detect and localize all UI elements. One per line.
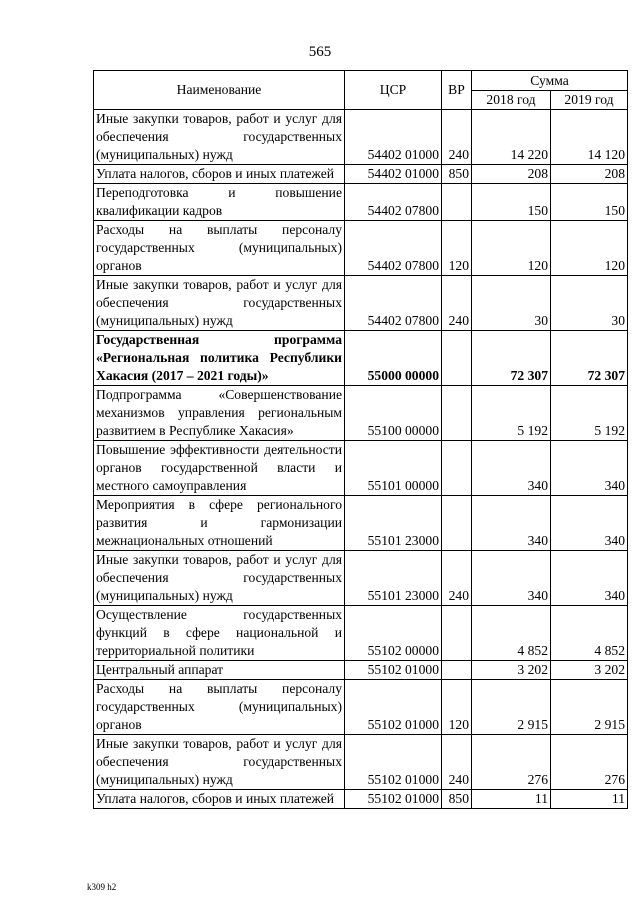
cell-name: Государственная программа «Региональная политика Республики Хакасия (2017 – 2021 годы)» [94,331,345,386]
cell-2019: 14 120 [551,110,628,165]
cell-vr: 850 [442,790,472,809]
cell-name: Повышение эффективности деятельности органов государственной власти и местного самоуправления [94,441,345,496]
table-row [94,110,628,165]
header-csr: ЦСР [345,71,442,110]
cell-csr: 55102 00000 [345,606,442,661]
header-2018: 2018 год [472,91,551,110]
cell-name: Иные закупки товаров, работ и услуг для обеспечения государственных (муниципальных) нужд [94,735,345,790]
table-row [94,184,628,221]
cell-2019: 150 [551,184,628,221]
cell-vr [442,606,472,661]
cell-2019: 2 915 [551,680,628,735]
table-row [94,496,628,551]
cell-csr: 55000 00000 [345,331,442,386]
budget-table [93,70,628,809]
table-row [94,221,628,276]
cell-2018: 5 192 [472,386,551,441]
cell-vr [442,441,472,496]
cell-csr: 55102 01000 [345,680,442,735]
footer-code: k309 h2 [87,882,117,892]
table-row [94,331,628,386]
cell-2018: 340 [472,441,551,496]
table-row [94,735,628,790]
cell-vr: 240 [442,276,472,331]
table-row [94,606,628,661]
table-row [94,680,628,735]
cell-2018: 30 [472,276,551,331]
cell-2018: 150 [472,184,551,221]
cell-vr [442,386,472,441]
cell-csr: 54402 07800 [345,184,442,221]
cell-2018: 340 [472,496,551,551]
cell-csr: 55101 23000 [345,496,442,551]
header-sum: Сумма [472,71,628,91]
cell-name: Центральный аппарат [94,661,345,680]
cell-2018: 2 915 [472,680,551,735]
cell-2018: 72 307 [472,331,551,386]
cell-vr: 120 [442,680,472,735]
cell-csr: 54402 01000 [345,110,442,165]
cell-csr: 54402 07800 [345,221,442,276]
cell-2019: 340 [551,496,628,551]
cell-vr [442,661,472,680]
cell-2018: 340 [472,551,551,606]
cell-name: Расходы на выплаты персоналу государственных (муниципальных) органов [94,221,345,276]
cell-2019: 120 [551,221,628,276]
cell-csr: 55100 00000 [345,386,442,441]
cell-name: Осуществление государственных функций в сфере национальной и территориальной политики [94,606,345,661]
cell-2019: 5 192 [551,386,628,441]
cell-name: Иные закупки товаров, работ и услуг для обеспечения государственных (муниципальных) нужд [94,551,345,606]
table-row [94,386,628,441]
cell-2019: 4 852 [551,606,628,661]
cell-name: Уплата налогов, сборов и иных платежей [94,790,345,809]
cell-name: Переподготовка и повышение квалификации кадров [94,184,345,221]
cell-name: Иные закупки товаров, работ и услуг для обеспечения государственных (муниципальных) нужд [94,110,345,165]
cell-vr [442,496,472,551]
cell-2018: 208 [472,165,551,184]
cell-vr: 850 [442,165,472,184]
header-name: Наименование [94,71,345,110]
cell-name: Расходы на выплаты персоналу государственных (муниципальных) органов [94,680,345,735]
cell-vr: 240 [442,110,472,165]
cell-vr: 240 [442,735,472,790]
table-row [94,165,628,184]
cell-vr: 120 [442,221,472,276]
cell-2019: 276 [551,735,628,790]
table-row [94,661,628,680]
cell-2019: 340 [551,551,628,606]
cell-2019: 30 [551,276,628,331]
cell-csr: 55101 00000 [345,441,442,496]
cell-2019: 72 307 [551,331,628,386]
cell-name: Иные закупки товаров, работ и услуг для обеспечения государственных (муниципальных) нужд [94,276,345,331]
header-vr: ВР [442,71,472,110]
page-number: 565 [308,44,332,60]
table-row [94,551,628,606]
cell-csr: 55102 01000 [345,661,442,680]
cell-name: Уплата налогов, сборов и иных платежей [94,165,345,184]
cell-2018: 3 202 [472,661,551,680]
cell-vr [442,184,472,221]
cell-csr: 55101 23000 [345,551,442,606]
cell-2018: 11 [472,790,551,809]
cell-csr: 55102 01000 [345,790,442,809]
cell-2018: 4 852 [472,606,551,661]
cell-vr [442,331,472,386]
cell-2019: 340 [551,441,628,496]
cell-vr: 240 [442,551,472,606]
cell-2019: 3 202 [551,661,628,680]
cell-2019: 208 [551,165,628,184]
cell-2018: 120 [472,221,551,276]
cell-name: Мероприятия в сфере регионального развития и гармонизации межнациональных отношений [94,496,345,551]
cell-2018: 276 [472,735,551,790]
cell-2019: 11 [551,790,628,809]
cell-csr: 54402 01000 [345,165,442,184]
cell-2018: 14 220 [472,110,551,165]
table-row [94,276,628,331]
table-row [94,790,628,809]
cell-csr: 55102 01000 [345,735,442,790]
header-2019: 2019 год [551,91,628,110]
table-row [94,441,628,496]
cell-name: Подпрограмма «Совершенствование механизмов управления региональным развитием в Республике Хакасия» [94,386,345,441]
cell-csr: 54402 07800 [345,276,442,331]
